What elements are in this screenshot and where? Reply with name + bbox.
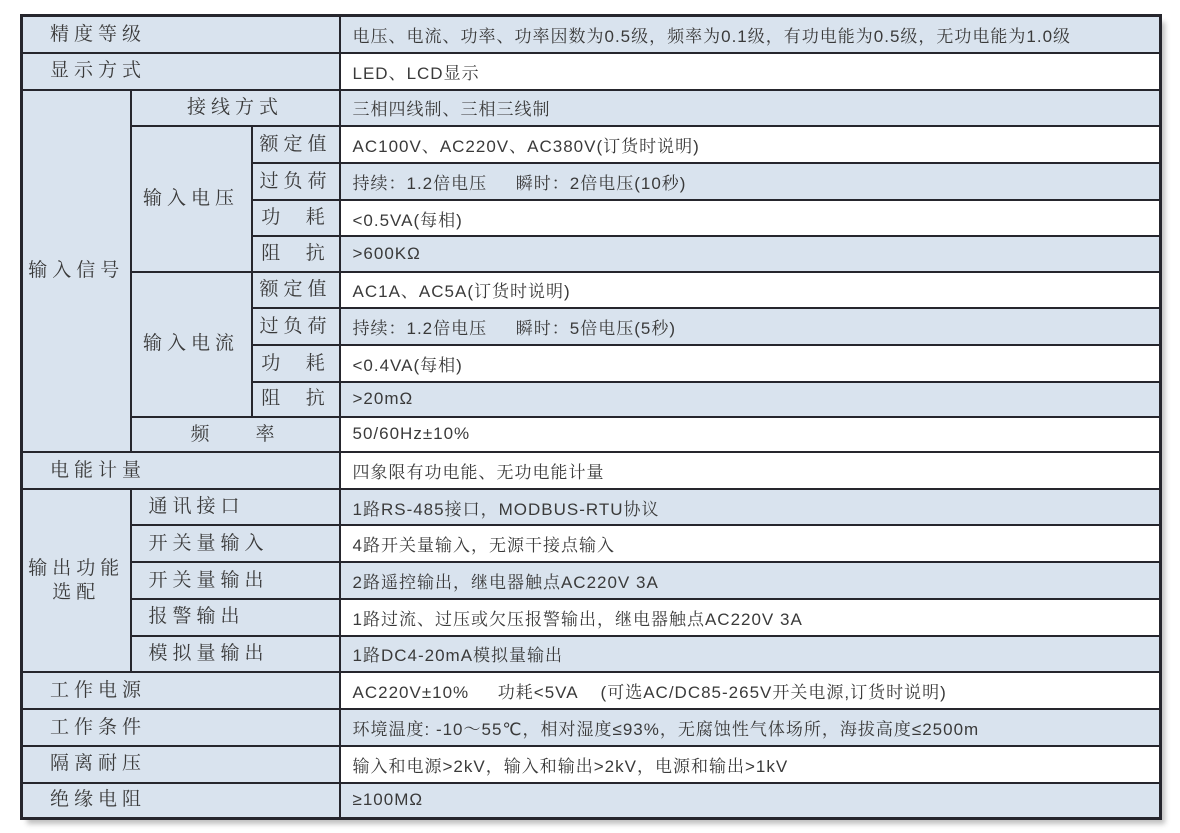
table-row-frequency [22, 417, 1161, 452]
table-row-wiring-mode [22, 90, 1161, 127]
output-options-label: 输出功能选配 [22, 489, 131, 673]
energy-metering-label: 电能计量 [22, 452, 340, 489]
table-row-working-conditions [22, 709, 1161, 746]
table-row-accuracy [22, 16, 1161, 53]
current-power-label: 功 耗 [252, 345, 340, 382]
power-supply-label: 工作电源 [22, 672, 340, 709]
table-row-display-mode [22, 53, 1161, 90]
table-row-comm-interface [22, 489, 1161, 526]
table-row-insulation-resistance [22, 783, 1161, 819]
current-overload-value: 持续：1.2倍电压 瞬时：5倍电压(5秒) [340, 308, 1161, 345]
working-conditions-value: 环境温度: -10～55℃，相对湿度≤93%，无腐蚀性气体场所，海拔高度≤2500m [340, 709, 1161, 746]
comm-interface-label: 通讯接口 [131, 489, 340, 526]
voltage-power-value: <0.5VA(每相) [340, 200, 1161, 237]
spec-table [20, 14, 1162, 820]
current-power-value: <0.4VA(每相) [340, 345, 1161, 382]
frequency-label: 频 率 [131, 417, 340, 452]
table-row-digital-input [22, 525, 1161, 562]
insulation-resistance-value: ≥100MΩ [340, 783, 1161, 819]
input-signal-label: 输入信号 [22, 90, 131, 452]
table-row-power-supply [22, 672, 1161, 709]
wiring-mode-label: 接线方式 [131, 90, 340, 127]
isolation-voltage-label: 隔离耐压 [22, 746, 340, 783]
table-row-voltage-rated [22, 126, 1161, 163]
voltage-overload-value: 持续：1.2倍电压 瞬时：2倍电压(10秒) [340, 163, 1161, 200]
voltage-power-label: 功 耗 [252, 200, 340, 237]
digital-output-label: 开关量输出 [131, 562, 340, 599]
alarm-output-value: 1路过流、过压或欠压报警输出，继电器触点AC220V 3A [340, 599, 1161, 636]
table-row-isolation-voltage [22, 746, 1161, 783]
current-rated-value: AC1A、AC5A(订货时说明) [340, 272, 1161, 309]
voltage-impedance-value: >600KΩ [340, 236, 1161, 271]
digital-input-label: 开关量输入 [131, 525, 340, 562]
energy-metering-value: 四象限有功电能、无功电能计量 [340, 452, 1161, 489]
accuracy-label: 精度等级 [22, 16, 340, 53]
display-mode-value: LED、LCD显示 [340, 53, 1161, 90]
wiring-mode-value: 三相四线制、三相三线制 [340, 90, 1161, 127]
voltage-overload-label: 过负荷 [252, 163, 340, 200]
voltage-rated-value: AC100V、AC220V、AC380V(订货时说明) [340, 126, 1161, 163]
table-row-current-rated [22, 272, 1161, 309]
current-overload-label: 过负荷 [252, 308, 340, 345]
analog-output-label: 模拟量输出 [131, 636, 340, 673]
voltage-rated-label: 额定值 [252, 126, 340, 163]
input-current-label: 输入电流 [131, 272, 252, 417]
voltage-impedance-label: 阻 抗 [252, 236, 340, 271]
current-impedance-label: 阻 抗 [252, 382, 340, 417]
accuracy-value: 电压、电流、功率、功率因数为0.5级，频率为0.1级，有功电能为0.5级，无功电能为1.0级 [340, 16, 1161, 53]
table-row-analog-output [22, 636, 1161, 673]
table-row-energy-metering [22, 452, 1161, 489]
input-voltage-label: 输入电压 [131, 126, 252, 271]
current-impedance-value: >20mΩ [340, 382, 1161, 417]
alarm-output-label: 报警输出 [131, 599, 340, 636]
isolation-voltage-value: 输入和电源>2kV，输入和输出>2kV，电源和输出>1kV [340, 746, 1161, 783]
digital-output-value: 2路遥控输出，继电器触点AC220V 3A [340, 562, 1161, 599]
digital-input-value: 4路开关量输入，无源干接点输入 [340, 525, 1161, 562]
table-row-digital-output [22, 562, 1161, 599]
display-mode-label: 显示方式 [22, 53, 340, 90]
frequency-value: 50/60Hz±10% [340, 417, 1161, 452]
analog-output-value: 1路DC4-20mA模拟量输出 [340, 636, 1161, 673]
table-row-alarm-output [22, 599, 1161, 636]
insulation-resistance-label: 绝缘电阻 [22, 783, 340, 819]
comm-interface-value: 1路RS-485接口，MODBUS-RTU协议 [340, 489, 1161, 526]
working-conditions-label: 工作条件 [22, 709, 340, 746]
current-rated-label: 额定值 [252, 272, 340, 309]
power-supply-value: AC220V±10% 功耗<5VA (可选AC/DC85-265V开关电源,订货时说明) [340, 672, 1161, 709]
